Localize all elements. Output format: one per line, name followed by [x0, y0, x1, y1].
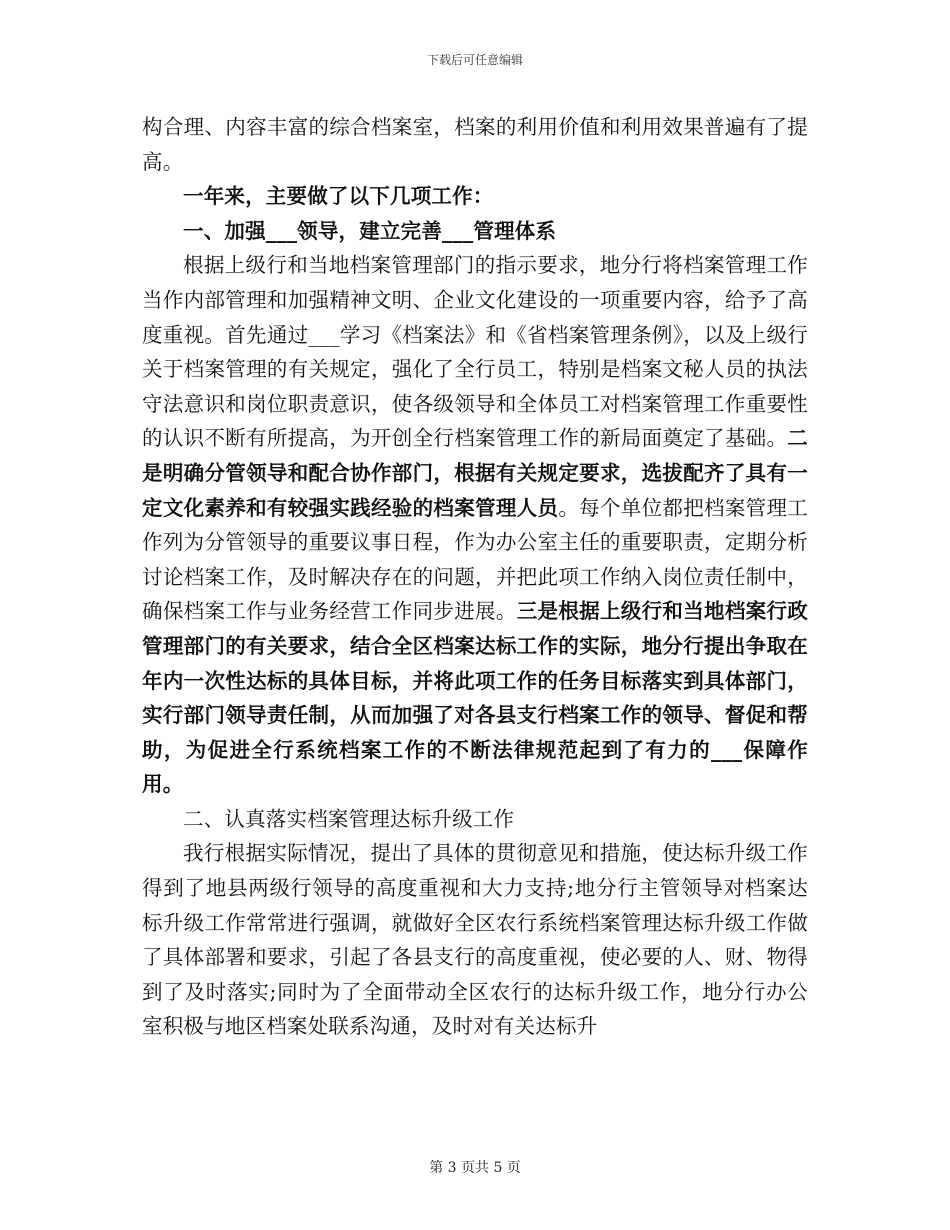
paragraph-text: 。每个单位都把档案管理工作列为分管领导的重要议事日程，作为办公室主任的重要职责，定期分析讨论档案工作，及时解决存在的问题，并把此项工作纳入岗位责任制中，确保档案工作与业务经营工作同步进展。 — [142, 495, 809, 624]
paragraph-emphasis: 二是明确分管领导和配合协作部门，根据有关规定要求，选拔配齐了具有一定文化素养和有较强实践经验的档案管理人员 — [142, 426, 808, 520]
paragraph-leadership — [142, 248, 808, 802]
paragraph-continuation: 构合理、内容丰富的综合档案室，档案的利用价值和利用效果普遍有了提高。 — [142, 115, 808, 174]
page-footer: 第 3 页共 5 页 — [429, 1160, 521, 1176]
paragraph-text: 根据上级行和当地档案管理部门的指示要求，地分行将档案管理工作当作内部管理和加强精神文明、企业文化建设的一项重要内容，给予了高度重视。首先通过___学习《档案法》和《省档案管理条例》，以及上级行关于档案管理的有关规定，强化了全行员工，特别是档案文秘人员的执法守法意识和岗位职责意识，使各级领导和全体员工对档案管理工作重要性的认识不断有所提高，为开创全行档案管理工作的新局面奠定了基础。 — [142, 253, 808, 451]
section-intro: 一年来，主要做了以下几项工作： — [183, 184, 494, 209]
paragraph-emphasis: 三是根据上级行和当地档案行政管理部门的有关要求，结合全区档案达标工作的实际，地分行提出争取在年内一次性达标的具体目标，并将此项工作的任务目标落实到具体部门，实行部门领导责任制，从而加强了对各县支行档案工作的领导、督促和帮助，为促进全行系统档案工作的不断法律规范起到了有力的___保障作用。 — [142, 599, 808, 797]
document-body — [142, 110, 808, 1044]
page-header: 下载后可任意编辑 — [426, 53, 523, 67]
paragraph-upgrade-work: 我行根据实际情况，提出了具体的贯彻意见和措施，使达标升级工作得到了地县两级行领导的高度重视和大力支持;地分行主管领导对档案达标升级工作常常进行强调，就做好全区农行系统档案管理达标升级工作做了具体部署和要求，引起了各县支行的高度重视，使必要的人、财、物得到了及时落实;同时为了全面带动全区农行的达标升级工作，地分行办公室积极与地区档案处联系沟通，及时对有关达标升 — [142, 841, 808, 1039]
section-heading-1: 一、加强___领导，建立完善___管理体系 — [183, 218, 557, 243]
section-heading-2: 二、认真落实档案管理达标升级工作 — [183, 806, 515, 831]
